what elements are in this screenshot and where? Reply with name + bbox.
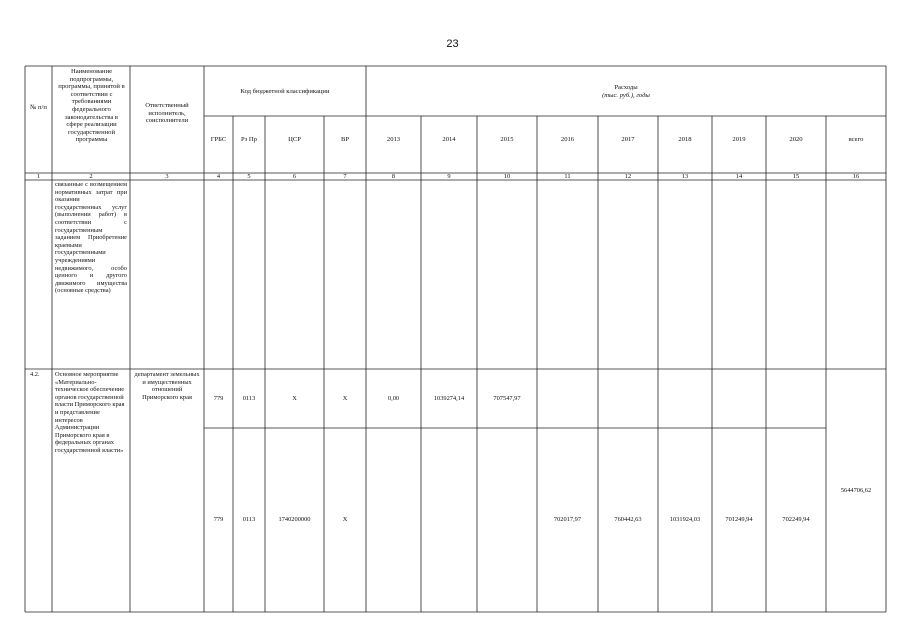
col-number-12: 12	[624, 173, 632, 180]
row-42-sub2-grbs: 779	[213, 516, 224, 523]
row-42-sub1-grbs: 779	[213, 395, 224, 402]
page-number: 23	[446, 38, 459, 50]
row-42-responsible: департамент земельных и имущественных отношений Приморского края	[134, 371, 200, 401]
row-42-sub2-2018: 1031924,03	[669, 516, 701, 523]
col-number-4: 4	[216, 173, 221, 180]
header-no: № п/п	[30, 104, 47, 111]
row-42-number: 4.2.	[30, 371, 40, 378]
col-number-9: 9	[447, 173, 451, 180]
header-vr: ВР	[340, 136, 350, 143]
header-name: Наименование подпрограммы, программы, принятой в соответствии с требованиями федерального законодательства в сфере реализации государственной программы	[58, 68, 125, 144]
row-42-sub1-2015: 707547,97	[493, 395, 521, 402]
col-number-15: 15	[792, 173, 800, 180]
header-2018: 2018	[678, 136, 692, 143]
col-number-13: 13	[681, 173, 689, 180]
col-number-8: 8	[391, 173, 396, 180]
row-42-sub2-csr: 1740200000	[278, 516, 311, 523]
row-42-sub2-2016: 702017,97	[553, 516, 582, 523]
header-csr: ЦСР	[288, 136, 301, 143]
header-responsible: Ответственный исполнитель, соисполнители	[145, 102, 189, 125]
row-42-sub1-csr: Х	[292, 395, 297, 402]
row-42-sub2-2019: 701249,94	[725, 516, 753, 523]
header-2019: 2019	[732, 136, 746, 143]
col-number-3: 3	[165, 173, 169, 180]
header-2016: 2016	[560, 136, 575, 143]
header-2013: 2013	[386, 136, 401, 143]
row-42-sub1-2013: 0,00	[387, 395, 400, 402]
col-number-11: 11	[564, 173, 571, 180]
col-number-10: 10	[503, 173, 511, 180]
col-number-2: 2	[89, 173, 93, 180]
col-number-16: 16	[852, 173, 860, 180]
header-2020: 2020	[789, 136, 803, 143]
row-42-total: 5644706,62	[840, 487, 872, 494]
header-2014: 2014	[442, 136, 456, 143]
row-42-sub2-2020: 702249,94	[782, 516, 810, 523]
col-number-1: 1	[36, 173, 41, 180]
row-42-sub2-rzpr: 0113	[242, 516, 256, 523]
row-42-sub2-2017: 760442,63	[614, 516, 642, 523]
col-number-6: 6	[292, 173, 297, 180]
header-rzpr: Рз Пр	[241, 136, 257, 143]
header-grbs: ГРБС	[210, 136, 227, 143]
row-42-sub2-vr: Х	[342, 516, 348, 523]
col-number-7: 7	[343, 173, 347, 180]
header-budget-code: Код бюджетной классификации	[240, 88, 330, 95]
col-number-5: 5	[247, 173, 251, 180]
row-42-sub1-2014: 1039274,14	[433, 395, 465, 402]
row-42-sub1-rzpr: 0113	[242, 395, 256, 402]
col-number-14: 14	[735, 173, 743, 180]
row-42-sub1-vr: Х	[342, 395, 348, 402]
header-2017: 2017	[621, 136, 635, 143]
header-expenses: Расходы	[614, 84, 638, 91]
cont-row-name: связанные с возмещением нормативных затрат при оказании государственных услуг (выполнении работ) в соответствии с государственным заданием Приобретение краевыми государственными учреждениями недвижимого, особо ценного и другого движимого имущества (основные средства)	[55, 181, 127, 295]
header-2015: 2015	[500, 136, 514, 143]
header-total: всего	[848, 136, 864, 143]
header-expenses-unit: (тыс. руб.), годы	[602, 92, 650, 99]
row-42-name: Основное мероприятие «Материально-техническое обеспечение органов государственной власти Приморского края и представление интересов Администрации Приморского края в федеральных органах государственной власти»	[55, 371, 125, 454]
